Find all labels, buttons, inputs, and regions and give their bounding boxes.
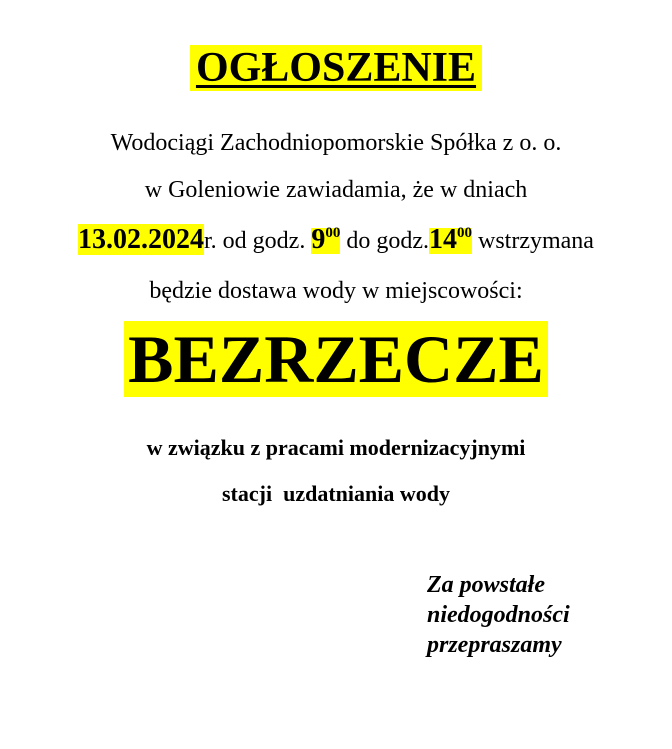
location-name-text: BEZRZECZE bbox=[124, 321, 548, 397]
notice-title-text: OGŁOSZENIE bbox=[190, 45, 482, 91]
apology-line-3: przepraszamy bbox=[427, 632, 562, 658]
apology-block bbox=[427, 570, 570, 660]
apology-line-1: Za powstałe bbox=[427, 572, 545, 598]
location-name bbox=[0, 322, 672, 396]
end-time-highlight bbox=[429, 224, 472, 255]
start-minutes: 00 bbox=[325, 225, 341, 241]
suspended-text: wstrzymana bbox=[472, 228, 594, 254]
start-hour: 9 bbox=[311, 224, 326, 255]
reason-line-2: stacji uzdatniania wody bbox=[222, 481, 450, 506]
date-suffix: r. od godz. bbox=[204, 228, 312, 254]
company-line: Wodociągi Zachodniopomorskie Spółka z o. o. bbox=[110, 130, 562, 156]
start-time-highlight bbox=[311, 224, 341, 255]
end-hour: 14 bbox=[429, 224, 457, 255]
notice-title bbox=[0, 42, 672, 94]
announcement-line: w Goleniowie zawiadamia, że w dniach bbox=[144, 177, 528, 203]
end-minutes: 00 bbox=[457, 225, 472, 241]
date-highlight: 13.02.2024 bbox=[78, 224, 205, 255]
supply-line: będzie dostawa wody w miejscowości: bbox=[149, 278, 523, 304]
to-text: do godz. bbox=[340, 228, 429, 254]
apology-line-2: niedogodności bbox=[427, 602, 570, 628]
reason-line-1: w związku z pracami modernizacyjnymi bbox=[146, 435, 526, 460]
date-time-line bbox=[0, 225, 672, 256]
